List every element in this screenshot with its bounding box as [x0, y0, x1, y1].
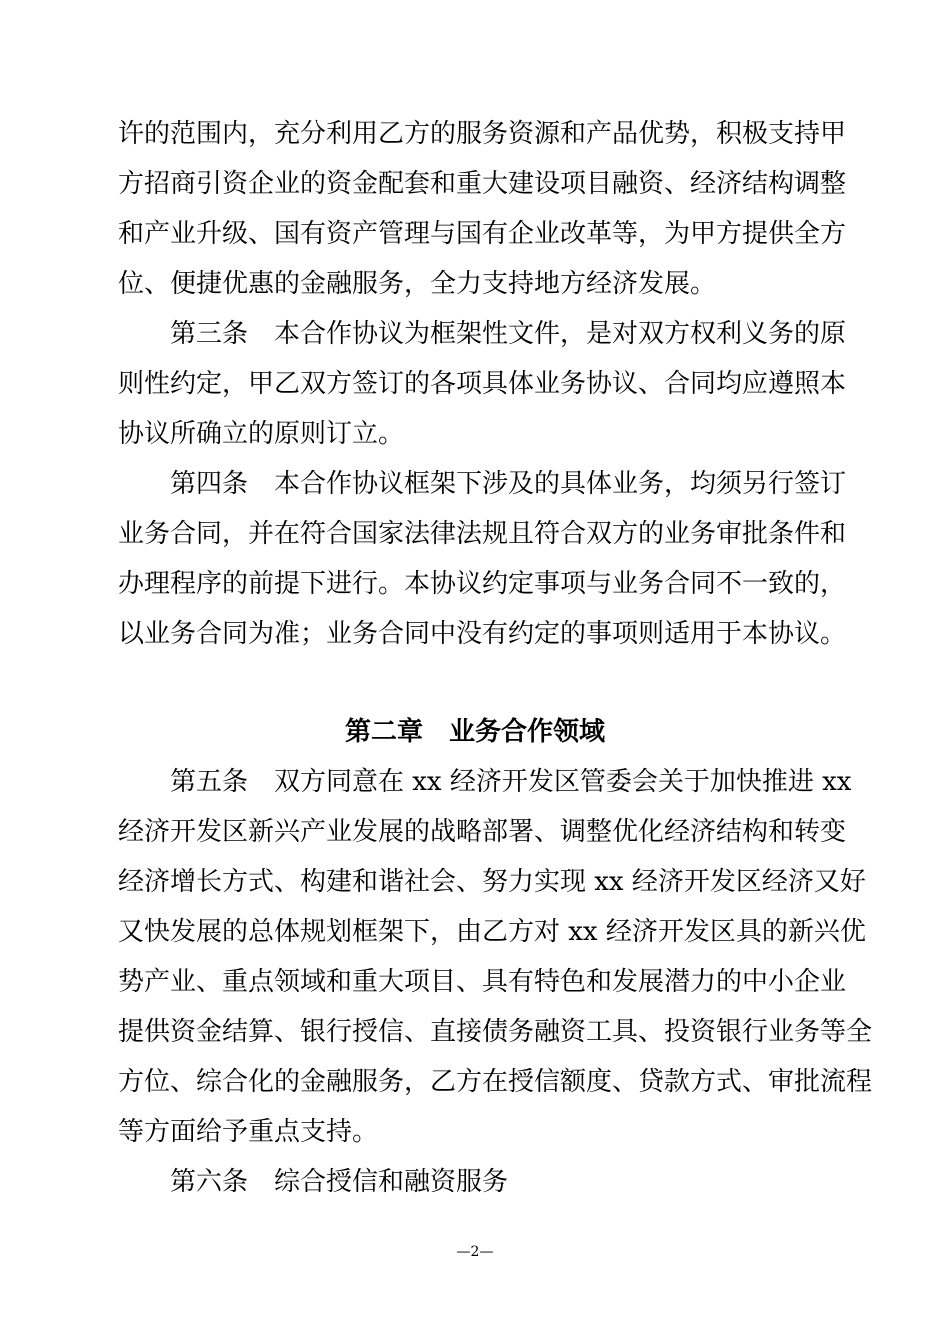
article-3-line: 则性约定，甲乙双方签订的各项具体业务协议、合同均应遵照本: [118, 369, 847, 399]
article-5-line: 经济增长方式、构建和谐社会、努力实现 xx 经济开发区经济又好: [118, 867, 866, 897]
article-4-line: 业务合同，并在符合国家法律法规且符合双方的业务审批条件和: [118, 519, 847, 549]
article-4-line: 以业务合同为准；业务合同中没有约定的事项则适用于本协议。: [118, 619, 847, 649]
article-3-line: 第三条 本合作协议为框架性文件，是对双方权利义务的原: [170, 319, 847, 349]
article-4-line: 办理程序的前提下进行。本协议约定事项与业务合同不一致的，: [118, 569, 847, 599]
article-5-line: 提供资金结算、银行授信、直接债务融资工具、投资银行业务等全: [118, 1017, 873, 1047]
text-line: 方招商引资企业的资金配套和重大建设项目融资、经济结构调整: [118, 169, 847, 199]
article-4-line: 第四条 本合作协议框架下涉及的具体业务，均须另行签订: [170, 469, 847, 499]
article-5-line: 方位、综合化的金融服务，乙方在授信额度、贷款方式、审批流程: [118, 1067, 873, 1097]
page-number: —2—: [456, 1244, 494, 1260]
article-5-line: 经济开发区新兴产业发展的战略部署、调整优化经济结构和转变: [118, 817, 847, 847]
article-5-line: 势产业、重点领域和重大项目、具有特色和发展潜力的中小企业: [118, 967, 847, 997]
article-3-line: 协议所确立的原则订立。: [118, 419, 405, 449]
chapter-heading: 第二章 业务合作领域: [344, 717, 605, 747]
article-5-line: 又快发展的总体规划框架下，由乙方对 xx 经济开发区具的新兴优: [118, 917, 866, 947]
article-5-line: 第五条 双方同意在 xx 经济开发区管委会关于加快推进 xx: [170, 767, 852, 797]
text-line: 位、便捷优惠的金融服务，全力支持地方经济发展。: [118, 269, 717, 299]
text-line: 和产业升级、国有资产管理与国有企业改革等，为甲方提供全方: [118, 219, 847, 249]
article-6-line: 第六条 综合授信和融资服务: [170, 1167, 509, 1197]
text-line: 许的范围内，充分利用乙方的服务资源和产品优势，积极支持甲: [118, 119, 847, 149]
article-5-line: 等方面给予重点支持。: [118, 1117, 379, 1147]
